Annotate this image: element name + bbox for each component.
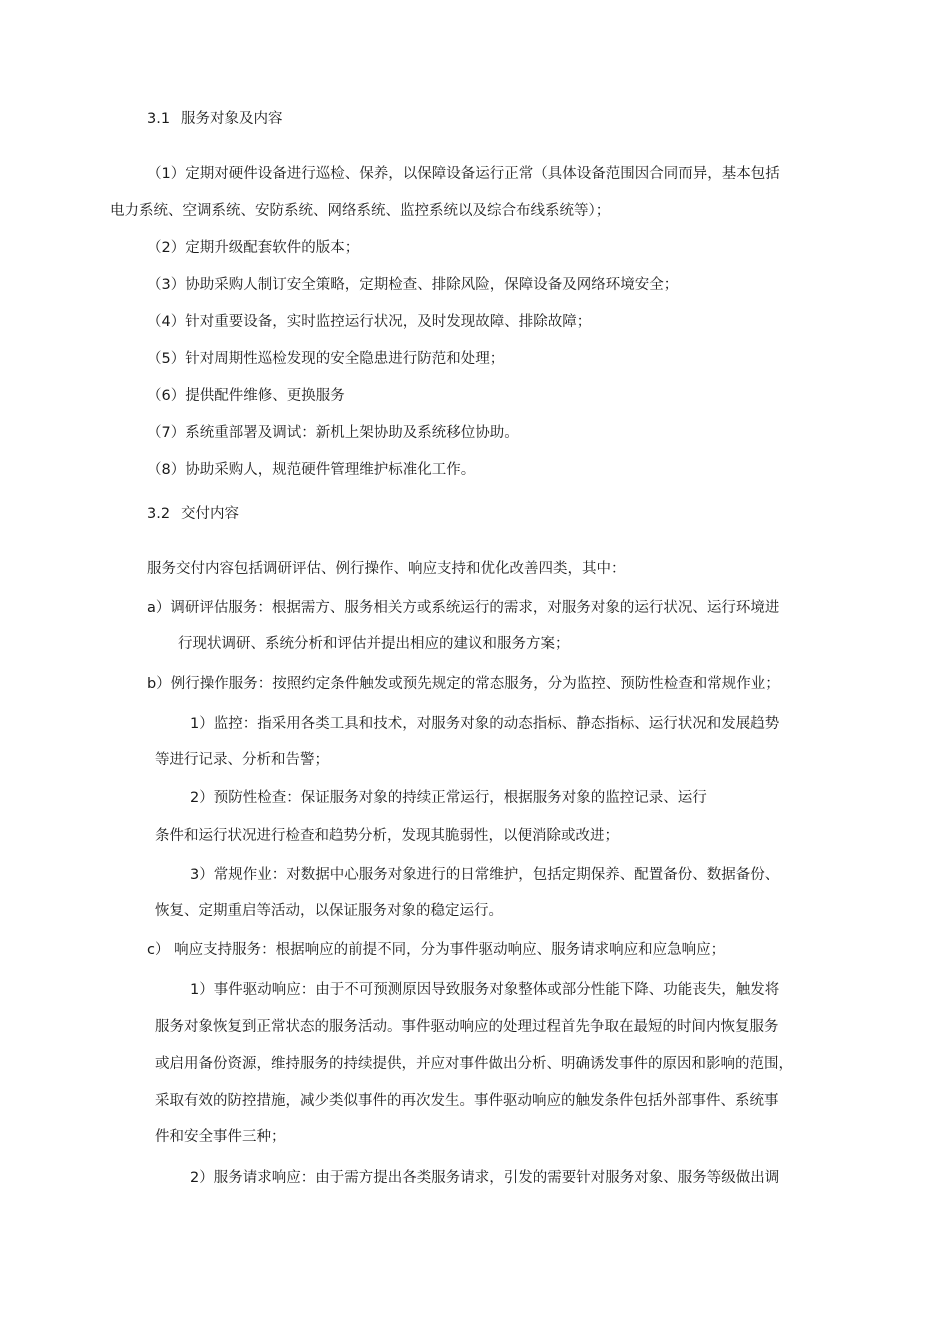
section-number: 3.1 <box>147 111 171 127</box>
paragraph-line: （1）定期对硬件设备进行巡检、保养，以保障设备运行正常（具体设备范围因合同而异，基本包括 <box>147 166 780 182</box>
sub-item: 1）监控：指采用各类工具和技术，对服务对象的动态指标、静态指标、运行状况和发展趋势 <box>190 716 780 732</box>
paragraph-line: （5）针对周期性巡检发现的安全隐患进行防范和处理； <box>147 351 505 367</box>
paragraph-line: 电力系统、空调系统、安防系统、网络系统、监控系统以及综合布线系统等）； <box>110 203 611 219</box>
section-heading-3-1 <box>147 109 283 129</box>
paragraph-line: 采取有效的防控措施，减少类似事件的再次发生。事件驱动响应的触发条件包括外部事件、系统事 <box>155 1093 779 1109</box>
paragraph-line: （2）定期升级配套软件的版本； <box>147 240 360 256</box>
list-item-b: b）例行操作服务：按照约定条件触发或预先规定的常态服务，分为监控、预防性检查和常规作业； <box>147 676 780 692</box>
paragraph-line: （4）针对重要设备，实时监控运行状况，及时发现故障、排除故障； <box>147 314 592 330</box>
list-item-a: a）调研评估服务：根据需方、服务相关方或系统运行的需求，对服务对象的运行状况、运行环境进 <box>147 600 780 616</box>
paragraph-line: 等进行记录、分析和告警； <box>155 752 329 768</box>
section-title: 服务对象及内容 <box>181 111 283 127</box>
sub-item: 3）常规作业：对数据中心服务对象进行的日常维护，包括定期保养、配置备份、数据备份、 <box>190 867 780 883</box>
paragraph-line: （7）系统重部署及调试：新机上架协助及系统移位协助。 <box>147 425 519 441</box>
paragraph-line: （3）协助采购人制订安全策略，定期检查、排除风险，保障设备及网络环境安全； <box>147 277 679 293</box>
paragraph-line: 行现状调研、系统分析和评估并提出相应的建议和服务方案； <box>178 636 570 652</box>
paragraph-line: 恢复、定期重启等活动，以保证服务对象的稳定运行。 <box>155 903 503 919</box>
paragraph-line: 服务对象恢复到正常状态的服务活动。事件驱动响应的处理过程首先争取在最短的时间内恢复服务 <box>155 1019 779 1035</box>
paragraph-line: 服务交付内容包括调研评估、例行操作、响应支持和优化改善四类，其中： <box>147 561 626 577</box>
paragraph-line: 或启用备份资源，维持服务的持续提供，并应对事件做出分析、明确诱发事件的原因和影响的范围， <box>155 1056 793 1072</box>
paragraph-line: 条件和运行状况进行检查和趋势分析，发现其脆弱性，以便消除或改进； <box>155 828 619 844</box>
sub-item: 2）服务请求响应：由于需方提出各类服务请求，引发的需要针对服务对象、服务等级做出调 <box>190 1170 780 1186</box>
sub-item: 2）预防性检查：保证服务对象的持续正常运行，根据服务对象的监控记录、运行 <box>190 790 707 806</box>
paragraph-line: （6）提供配件维修、更换服务 <box>147 388 345 404</box>
paragraph-line: （8）协助采购人，规范硬件管理维护标准化工作。 <box>147 462 476 478</box>
sub-item: 1）事件驱动响应：由于不可预测原因导致服务对象整体或部分性能下降、功能丧失，触发将 <box>190 982 780 998</box>
section-number: 3.2 <box>147 506 171 522</box>
paragraph-line: 件和安全事件三种； <box>155 1129 286 1145</box>
section-title: 交付内容 <box>181 506 239 522</box>
section-heading-3-2 <box>147 504 239 524</box>
list-item-c: c） 响应支持服务：根据响应的前提不同，分为事件驱动响应、服务请求响应和应急响应； <box>147 942 726 958</box>
